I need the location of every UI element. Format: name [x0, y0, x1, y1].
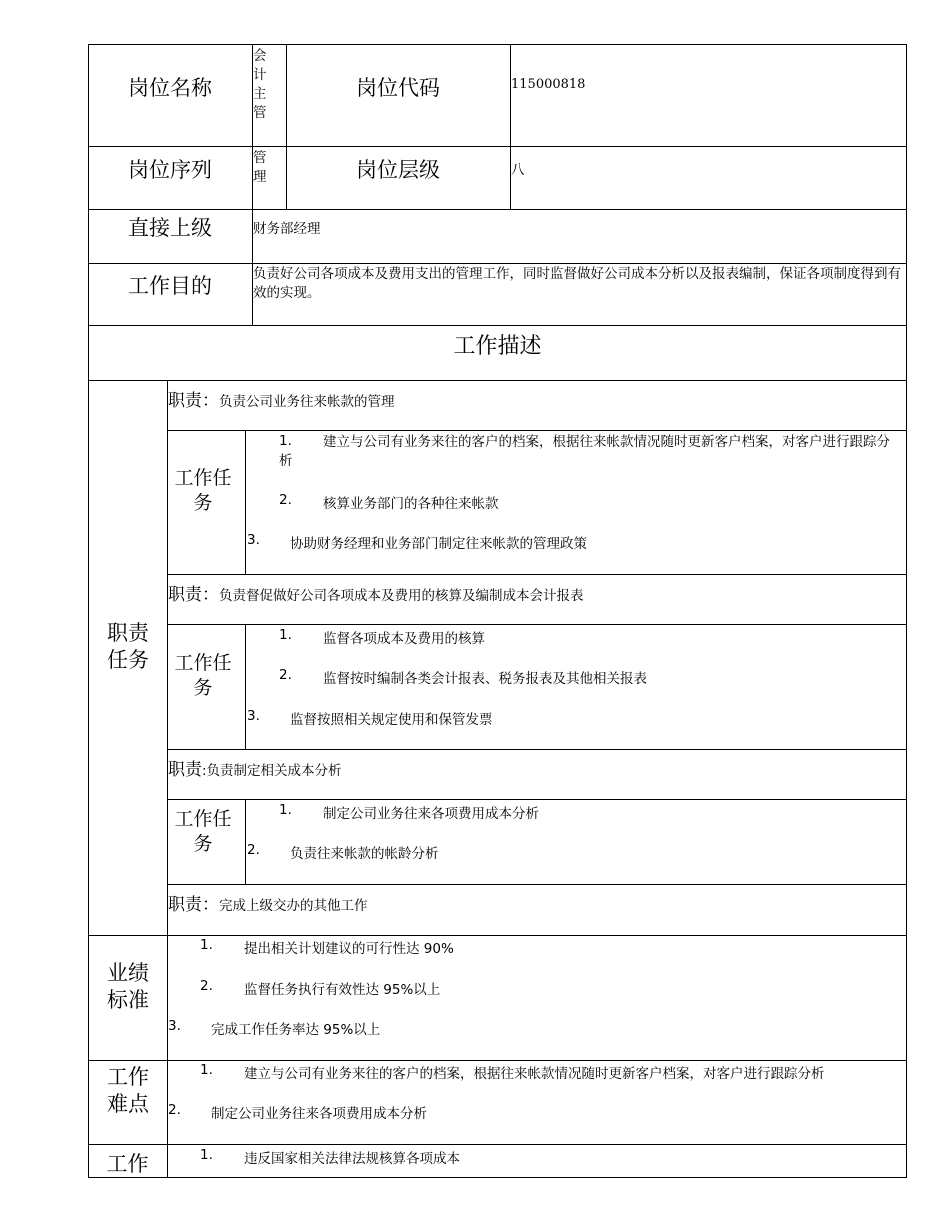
- task-label: 工作任务: [174, 467, 232, 514]
- duty-text: 负责制定相关成本分析: [206, 763, 342, 779]
- duty-prefix: 职责：: [168, 895, 219, 915]
- position-name-value: 会计主管: [253, 48, 267, 121]
- position-code-value: 115000818: [511, 77, 586, 92]
- purpose-value: 负责好公司各项成本及费用支出的管理工作，同时监督做好公司成本分析以及报表编制，保证各项制度得到有效的实现。: [253, 266, 901, 301]
- task-num: 1.: [279, 627, 292, 643]
- duty-divider: [167, 799, 907, 800]
- task-num: 2.: [279, 492, 292, 508]
- task-text: 监督按时编制各类会计报表、税务报表及其他相关报表: [323, 671, 647, 687]
- task-num: 3.: [247, 532, 260, 548]
- col-divider: [245, 799, 246, 884]
- duty-line: [168, 386, 395, 411]
- duty-prefix: 职责: [168, 760, 202, 780]
- task-text: 建立与公司有业务来往的客户的档案，根据往来帐款情况随时更新客户档案，对客户进行跟踪分析: [279, 434, 890, 469]
- col-divider: [245, 624, 246, 749]
- row-divider: [88, 146, 907, 147]
- last-section-num: 1.: [200, 1147, 213, 1163]
- position-name-label: 岗位名称: [128, 76, 212, 100]
- duty-prefix: 职责：: [168, 391, 219, 411]
- task-label: 工作任务: [174, 808, 232, 855]
- duty-text: 负责公司业务往来帐款的管理: [219, 394, 395, 410]
- task-text: 监督各项成本及费用的核算: [323, 631, 485, 647]
- level-value: 八: [511, 162, 525, 178]
- duty-divider: [167, 624, 907, 625]
- last-section-text: 违反国家相关法律法规核算各项成本: [244, 1151, 460, 1167]
- duty-divider: [167, 574, 907, 575]
- task-text: 制定公司业务往来各项费用成本分析: [323, 806, 539, 822]
- difficulty-num: 2.: [168, 1102, 181, 1118]
- row-divider: [88, 263, 907, 264]
- task-text: 核算业务部门的各种往来帐款: [323, 496, 499, 512]
- duty-divider: [167, 749, 907, 750]
- col-divider: [286, 44, 287, 209]
- last-section-label: 工作: [106, 1152, 149, 1176]
- performance-text: 完成工作任务率达 95%以上: [211, 1022, 381, 1038]
- task-num: 1.: [279, 433, 292, 449]
- position-code-label: 岗位代码: [356, 76, 440, 100]
- task-text: 协助财务经理和业务部门制定往来帐款的管理政策: [290, 536, 587, 552]
- performance-num: 3.: [168, 1018, 181, 1034]
- performance-text: 监督任务执行有效性达 95%以上: [244, 982, 441, 998]
- level-label: 岗位层级: [356, 158, 440, 182]
- task-text: 负责往来帐款的帐龄分析: [290, 846, 439, 862]
- purpose-label: 工作目的: [128, 274, 212, 298]
- row-divider: [88, 325, 907, 326]
- task-num: 3.: [247, 708, 260, 724]
- performance-label: 业绩标准: [107, 961, 149, 1012]
- duties-label: 职责任务: [107, 621, 149, 672]
- superior-label: 直接上级: [128, 216, 212, 240]
- row-divider: [88, 935, 907, 936]
- superior-value: 财务部经理: [253, 221, 321, 237]
- duty-divider: [167, 884, 907, 885]
- difficulty-text: 建立与公司有业务来往的客户的档案，根据往来帐款情况随时更新客户档案，对客户进行跟踪分析: [244, 1066, 825, 1082]
- task-text: 监督按照相关规定使用和保管发票: [290, 712, 493, 728]
- row-divider: [88, 1144, 907, 1145]
- duty-line: [168, 755, 342, 780]
- difficulties-label: 工作难点: [107, 1065, 149, 1116]
- col-divider: [510, 44, 511, 209]
- sequence-value: 管理: [253, 150, 267, 185]
- task-num: 1.: [279, 802, 292, 818]
- description-title: 工作描述: [453, 334, 542, 359]
- difficulty-text: 制定公司业务往来各项费用成本分析: [211, 1106, 427, 1122]
- task-num: 2.: [247, 842, 260, 858]
- duty-line: [168, 580, 584, 605]
- duty-text: 完成上级交办的其他工作: [219, 898, 368, 914]
- duty-colon: :: [202, 763, 207, 779]
- difficulty-num: 1.: [200, 1062, 213, 1078]
- row-divider: [88, 209, 907, 210]
- duty-line: [168, 890, 368, 915]
- performance-text: 提出相关计划建议的可行性达 90%: [244, 941, 454, 957]
- duty-divider: [167, 430, 907, 431]
- task-num: 2.: [279, 667, 292, 683]
- duty-prefix: 职责：: [168, 585, 219, 605]
- row-divider: [88, 1060, 907, 1061]
- duty-text: 负责督促做好公司各项成本及费用的核算及编制成本会计报表: [219, 588, 584, 604]
- row-divider: [88, 380, 907, 381]
- performance-num: 1.: [200, 937, 213, 953]
- performance-num: 2.: [200, 978, 213, 994]
- task-label: 工作任务: [174, 652, 232, 699]
- sequence-label: 岗位序列: [128, 158, 212, 182]
- col-divider: [245, 430, 246, 574]
